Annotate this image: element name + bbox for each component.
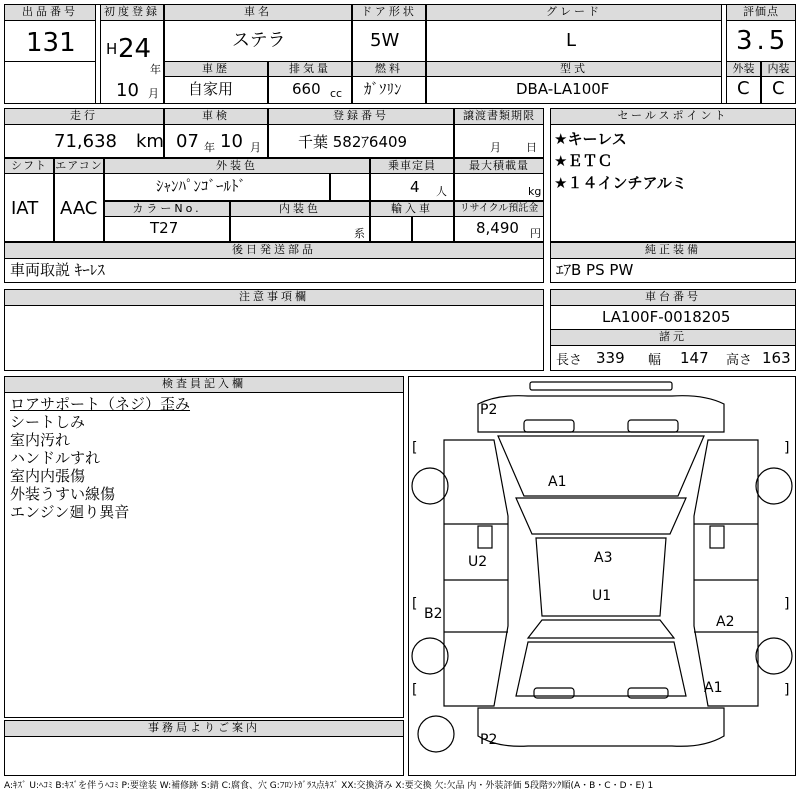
seats-header: 乗車定員 (370, 158, 454, 174)
chassis-number: LA100F-0018205 (602, 308, 731, 326)
shift-value: IAT (11, 198, 39, 219)
rear-bumper (478, 708, 724, 746)
int-score: C (772, 78, 785, 99)
inspector-line: エンジン廻り異音 (10, 503, 130, 521)
sales-point: ★ＥＴＣ (554, 152, 613, 170)
mirror-left (478, 526, 492, 548)
damage-mark: A3 (594, 550, 613, 566)
bracket: [ (412, 440, 418, 456)
model-header: 型式 (426, 61, 722, 77)
headlight-left (524, 420, 574, 432)
door-header: ドア形状 (352, 4, 426, 21)
seats-unit: 人 (436, 185, 447, 198)
car-diagram (408, 376, 796, 776)
reg-year: 24 (118, 34, 152, 64)
door-type: 5W (370, 30, 400, 51)
rear-window (528, 620, 674, 638)
disp-header: 排気量 (268, 61, 352, 77)
mileage-header: 走行 (4, 108, 164, 125)
notes-header: 注意事項欄 (4, 289, 544, 306)
sales-header: セールスポイント (550, 108, 796, 125)
model-value: DBA-LA100F (516, 80, 610, 98)
colorno-header: カラーNo. (104, 201, 230, 217)
equip-header: 純正装備 (550, 242, 796, 259)
parts-header: 後日発送部品 (4, 242, 544, 259)
front-bumper (478, 396, 724, 432)
recycle-unit: 円 (530, 227, 541, 240)
damage-mark: A1 (548, 474, 567, 490)
intcolor-cell (230, 216, 370, 242)
bracket: ] (784, 440, 790, 456)
seats-value: 4 (410, 178, 420, 196)
mileage-unit: km (136, 131, 164, 152)
wheel-rear-right (756, 638, 792, 674)
windshield (516, 498, 686, 534)
grade-value: L (566, 30, 577, 51)
office-cell (4, 736, 404, 776)
month-unit: 月 (148, 87, 159, 100)
inspect-month: 10 (220, 131, 243, 152)
disp-unit: cc (330, 87, 343, 100)
int-header: 内装 (761, 61, 796, 77)
damage-mark: U2 (468, 554, 488, 570)
bracket: [ (412, 596, 418, 612)
inspect-year: 07 (176, 131, 199, 152)
width-value: 147 (680, 349, 709, 367)
left-side (444, 440, 508, 706)
spec-cell (550, 345, 796, 371)
ac-header: エアコン (55, 159, 103, 172)
lot-blank (4, 61, 96, 104)
inspector-line: シートしみ (10, 413, 86, 431)
right-side (694, 440, 758, 706)
inspect-year-unit: 年 (204, 141, 215, 154)
reg-month: 10 (116, 80, 139, 101)
damage-mark: P2 (480, 732, 498, 748)
inspector-line: ロアサポート（ネジ）歪み (10, 395, 191, 413)
lot-number: 131 (26, 28, 76, 58)
recycle-header: リサイクル預託金 (454, 201, 544, 217)
transfer-header: 譲渡書類期限 (454, 108, 544, 125)
recycle-value: 8,490 (476, 219, 519, 237)
fuel-header: 燃料 (352, 61, 426, 77)
shift-header: シフト (4, 158, 54, 174)
inspector-line: ハンドルすれ (10, 449, 101, 467)
color-cell-extra (330, 173, 370, 201)
damage-mark: A2 (716, 614, 735, 630)
wheel-rear-left (412, 638, 448, 674)
car-name: ステラ (232, 30, 286, 51)
import-header: 輸入車 (370, 201, 454, 217)
score-header: 評価点 (726, 4, 796, 21)
mirror-right (710, 526, 724, 548)
color-value: ｼｬﾝﾊﾟﾝｺﾞｰﾙﾄﾞ (156, 177, 247, 195)
wheel-front-left (412, 468, 448, 504)
disp-value: 660 (292, 80, 321, 98)
ext-score: C (737, 78, 750, 99)
width-label: 幅 (648, 353, 662, 368)
spec-header: 諸元 (550, 329, 796, 346)
inspector-line: 室内内張傷 (10, 467, 86, 485)
height-label: 高さ (726, 353, 753, 368)
damage-mark: P2 (480, 402, 498, 418)
import-cell-a (370, 216, 412, 242)
lot-header: 出品番号 (4, 4, 96, 21)
wheel-front-right (756, 468, 792, 504)
plate-value: 千葉 582ｱ6409 (298, 133, 408, 151)
chassis-header: 車台番号 (550, 289, 796, 306)
headlight-right (628, 420, 678, 432)
intcolor-unit: 系 (354, 227, 365, 240)
history-value: 自家用 (188, 80, 234, 98)
color-header: 外装色 (104, 158, 370, 174)
colorno-value: T27 (150, 219, 179, 237)
inspector-line: 室内汚れ (10, 431, 71, 449)
name-header: 車名 (164, 4, 352, 21)
length-label: 長さ (556, 353, 583, 368)
era: H (106, 40, 118, 58)
load-header: 最大積載量 (454, 158, 544, 174)
legend: A:ｷｽﾞ U:ﾍｺﾐ B:ｷｽﾞを伴うﾍｺﾐ P:要塗装 W:補修跡 S:錆 C:腐食、穴 G:ﾌﾛﾝﾄｶﾞﾗｽ点ｷｽﾞ XX:交換済み X:要交換 欠:欠品 内・外装評価 5段階ﾗﾝｸ順(A・B・C・D・E) 1 (4, 781, 654, 791)
load-unit: kg (528, 185, 542, 198)
damage-mark: U1 (592, 588, 612, 604)
office-header: 事務局よりご案内 (4, 720, 404, 737)
grade-header: グレード (426, 4, 722, 21)
inspector-line: 外装うすい線傷 (10, 485, 116, 503)
first-reg-header: 初度登録 (100, 4, 164, 21)
roof-strip (530, 382, 672, 390)
damage-mark: A1 (704, 680, 723, 696)
year-unit: 年 (150, 63, 161, 76)
ext-header: 外装 (726, 61, 761, 77)
transfer-month: 月 (490, 141, 501, 154)
length-value: 339 (596, 349, 625, 367)
sales-point: ★１４インチアルミ (554, 174, 687, 192)
inspect-header: 車検 (164, 108, 268, 125)
bracket: ] (784, 596, 790, 612)
import-cell-b (412, 216, 454, 242)
score-value: 3.5 (736, 26, 790, 56)
parts-value: 車両取説 ｷｰﾚｽ (10, 261, 105, 279)
height-value: 163 (762, 349, 791, 367)
sales-point: ★キーレス (554, 130, 627, 148)
transfer-day: 日 (526, 141, 537, 154)
inspect-month-unit: 月 (250, 141, 261, 154)
intcolor-header: 内装色 (230, 201, 370, 217)
history-header: 車歴 (164, 61, 268, 77)
notes-cell (4, 305, 544, 371)
equip-value: ｴｱB PS PW (556, 261, 634, 279)
mileage-value: 71,638 (54, 131, 117, 152)
bracket: [ (412, 682, 418, 698)
plate-header: 登録番号 (268, 108, 454, 125)
damage-mark: B2 (424, 606, 443, 622)
hood (498, 436, 704, 496)
inspector-header: 検査員記入欄 (4, 376, 404, 393)
ac-value: AAC (60, 198, 98, 219)
spare-wheel (418, 716, 454, 752)
fuel-value: ｶﾞｿﾘﾝ (364, 80, 402, 98)
bracket: ] (784, 682, 790, 698)
